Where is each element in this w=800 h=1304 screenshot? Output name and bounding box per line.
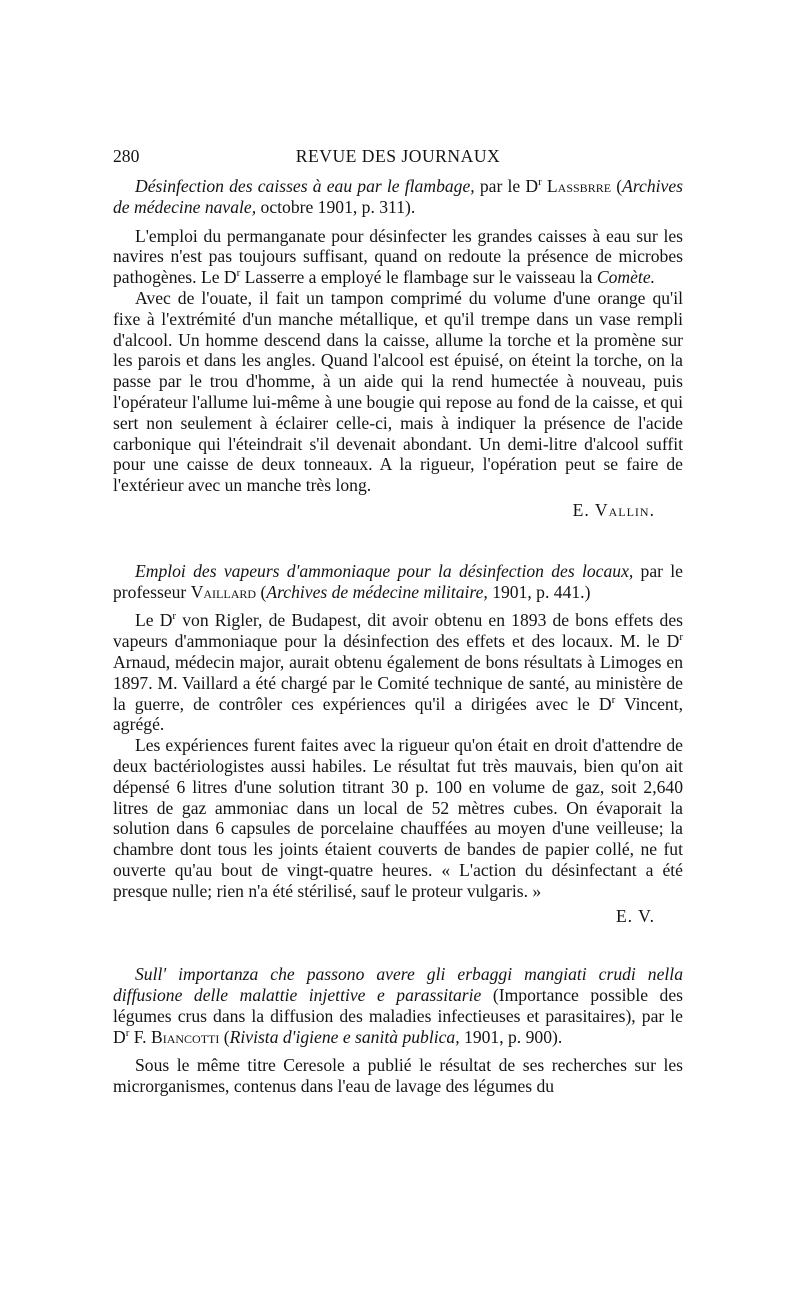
article-flambage — [113, 176, 683, 521]
article-author: Lassbrre — [541, 176, 612, 196]
paragraph: L'emploi du permanganate pour désinfecter les grandes caisses à eau sur les navires n'est pas toujours suffisant, quand on redoute la présence de microbes pathogènes. Le $D^r$ Lasserre a employé le flambage sur le vaisseau la Comète. — [113, 225, 683, 288]
article-heading: Emploi des vapeurs d'ammoniaque pour la désinfection des locaux, par le professeur Vaillard (Archives de médecine militaire, 1901, p. 441.) — [113, 560, 683, 602]
article-erbaggi — [113, 964, 683, 1097]
article-ammoniaque — [113, 561, 683, 927]
article-title: Sull' importanza che passono avere gli erbaggi mangiati crudi nella diffusione delle malattie injettive e parassitarie — [113, 964, 683, 1006]
article-source: Rivista d'igiene e sanità publica, — [229, 1026, 460, 1047]
article-title: Emploi des vapeurs d'ammoniaque pour la désinfection des locaux, — [135, 560, 634, 581]
paragraph: Le $D^r$ von Rigler, de Budapest, dit avoir obtenu en 1893 de bons effets des vapeurs d'ammoniaque pour la désinfection des effets et des locaux. M. le $D^r$ Arnaud, médecin major, aurait obtenu également de bons résultats à Limoges en 1897. M. Vaillard a été chargé par le Comité technique de santé, au ministère de la guerre, de contrôler ces expériences qu'il a dirigées avec le $D^r$ Vincent, agrégé. — [113, 610, 684, 735]
article-source: Archives de médecine navale, — [113, 176, 683, 217]
article-author: Vaillard — [190, 581, 257, 602]
page-number: 280 — [113, 146, 140, 166]
journal-page — [113, 146, 683, 1097]
article-heading: Sull' importanza che passono avere gli erbaggi mangiati crudi nella diffusione delle malattie injettive e parassitarie (Importance possible des légumes crus dans la diffusion des maladies infectieuses et parasitaires), par le $D^r$ F. Biancotti (Rivista d'igiene e sanità publica, 1901, p. 900). — [113, 964, 683, 1047]
running-title: REVUE DES JOURNAUX — [295, 146, 501, 166]
article-heading: Désinfection des caisses à eau par le flambage, par le $D^r$ Lassbrre (Archives de médecine navale, octobre 1901, p. 311). — [113, 176, 683, 217]
signature: E. V. — [615, 905, 655, 926]
page-header — [113, 146, 683, 170]
article-source: Archives de médecine militaire, — [266, 581, 488, 602]
signature: E. Vallin. — [572, 499, 655, 520]
article-title: Désinfection des caisses à eau par le flambage, — [135, 176, 475, 196]
paragraph: Avec de l'ouate, il fait un tampon comprimé du volume d'une orange qu'il fixe à l'extrémité d'un manche métallique, et qu'il trempe dans un vase rempli d'alcool. Un homme descend dans la caisse, allume la torche et la promène sur les parois et dans les angles. Quand l'alcool est épuisé, on éteint la torche, on la passe par le trou d'homme, à un aide qui la rend humectée à nouveau, puis l'opérateur l'allume lui-même à une bougie qui repose au fond de la caisse, et qui sert non seulement à éclairer celle-ci, mais à indiquer la présence de l'acide carbonique qui l'éteindrait s'il devenait abondant. Un demi-litre d'alcool suffit pour une caisse de deux tonneaux. A la rigueur, l'opération peut se faire de l'extérieur avec un manche très long. — [113, 287, 683, 496]
paragraph: Les expériences furent faites avec la rigueur qu'on était en droit d'attendre de deux bactériologistes aussi habiles. Le résultat fut très mauvais, bien qu'on ait dépensé 6 litres d'une solution titrant 30 p. 100 en volume de gaz, soit 2,640 litres de gaz ammoniac dans un local de 52 mètres cubes. On évaporait la solution dans 6 capsules de porcelaine chauffées au moyen d'une veilleuse; la chambre dont tous les joints étaient couverts de bandes de papier collé, ne fut ouverte qu'au bout de vingt-quatre heures. « L'action du désinfectant a été presque nulle; rien n'a été stérilisé, sauf le proteur vulgaris. » — [113, 735, 683, 901]
article-author: Biancotti — [150, 1026, 220, 1047]
paragraph: Sous le même titre Ceresole a publié le résultat de ses recherches sur les microrganismes, contenus dans l'eau de lavage des légumes du — [113, 1055, 683, 1097]
